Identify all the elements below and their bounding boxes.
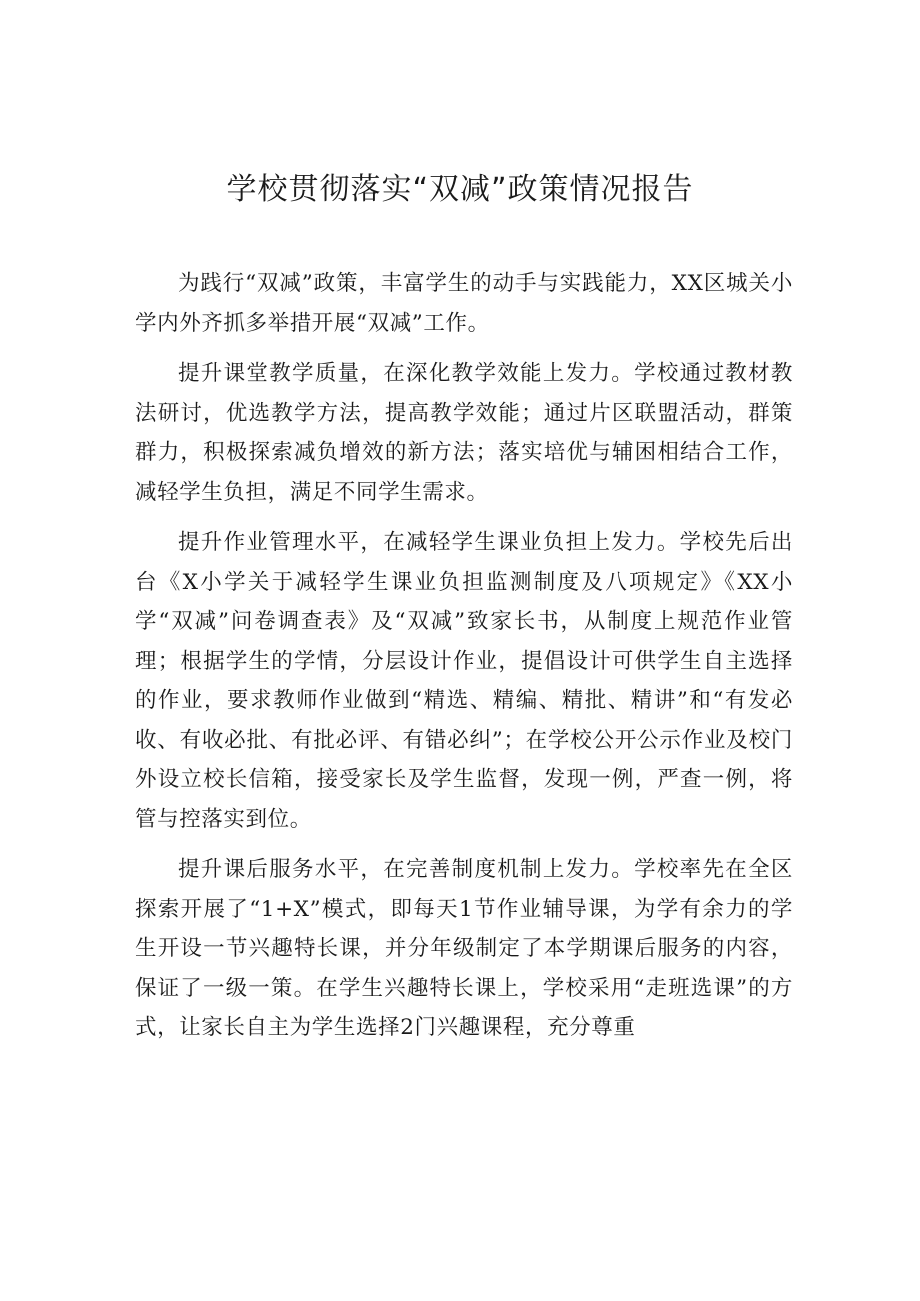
paragraph-homework-management: 提升作业管理水平，在减轻学生课业负担上发力。学校先后出台《X小学关于减轻学生课业负担监测制度及八项规定》《XX小学“双减”问卷调查表》及“双减”致家长书，从制度上规范作业管理；根据学生的学情，分层设计作业，提倡设计可供学生自主选择的作业，要求教师作业做到“精选、精编、精批、精讲”和“有发必收、有收必批、有批必评、有错必纠”；在学校公开公示作业及校门外设立校长信箱，接受家长及学生监督，发现一例，严查一例，将管与控落实到位。	[135, 530, 793, 832]
paragraph-intro: 为践行“双减”政策，丰富学生的动手与实践能力，XX区城关小学内外齐抓多举措开展“双减”工作。	[135, 271, 793, 336]
document-body	[135, 264, 793, 1059]
paragraph-after-school-service: 提升课后服务水平，在完善制度机制上发力。学校率先在全区探索开展了“1+X”模式，即每天1节作业辅导课，为学有余力的学生开设一节兴趣特长课，并分年级制定了本学期课后服务的内容，保证了一级一策。在学生兴趣特长课上，学校采用“走班选课”的方式，让家长自主为学生选择2门兴趣课程，充分尊重	[135, 857, 793, 1040]
paragraph-classroom-quality: 提升课堂教学质量，在深化教学效能上发力。学校通过教材教法研讨，优选教学方法，提高教学效能；通过片区联盟活动，群策群力，积极探索减负增效的新方法；落实培优与辅困相结合工作，减轻学生负担，满足不同学生需求。	[135, 361, 793, 505]
document-title: 学校贯彻落实“双减”政策情况报告	[226, 172, 694, 207]
